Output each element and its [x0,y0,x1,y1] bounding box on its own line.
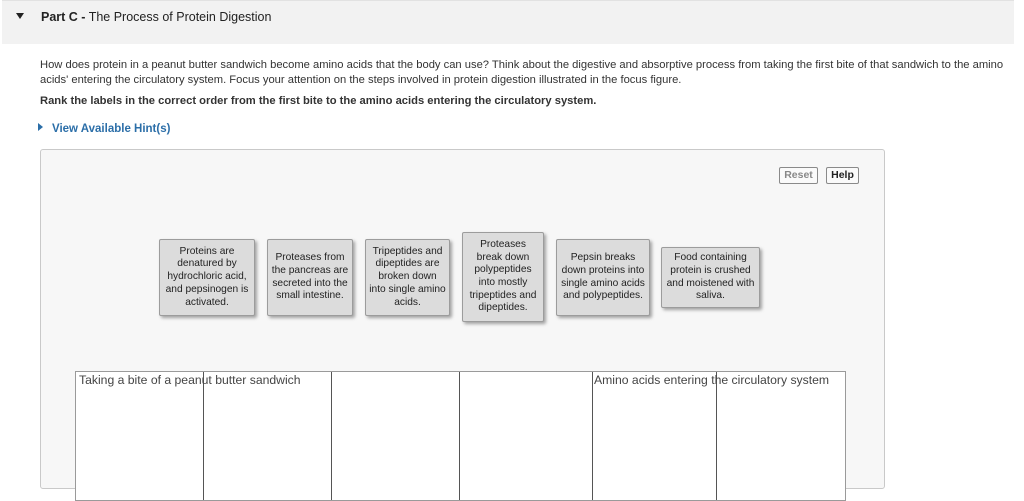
drop-slot-1[interactable] [76,372,203,500]
help-button[interactable]: Help [826,167,859,184]
label-tile-tripeptides[interactable]: Tripeptides and dipeptides are broken down into single amino acids. [365,239,450,316]
slot-divider [716,372,717,500]
slot-divider [331,372,332,500]
label-tile-polypeptides[interactable]: Proteases break down polypeptides into mostly tripeptides and dipeptides. [462,232,544,322]
label-tile-pepsin[interactable]: Pepsin breaks down proteins into single amino acids and polypeptides. [556,239,650,316]
slot-divider [459,372,460,500]
label-tile-denatured[interactable]: Proteins are denatured by hydrochloric acid, and pepsinogen is activated. [159,239,255,316]
part-header[interactable] [2,0,1014,44]
view-hints-link[interactable] [38,123,170,135]
ranking-end-label: Amino acids entering the circulatory system [594,373,830,387]
label-tile-pancreatic-proteases[interactable]: Proteases from the pancreas are secreted into the small intestine. [267,239,353,316]
drop-slot-6[interactable] [716,372,845,500]
drop-slot-4[interactable] [460,372,587,500]
reset-button[interactable]: Reset [779,167,818,184]
part-title: Part C - The Process of Protein Digestion [41,10,272,24]
collapse-caret-icon[interactable] [16,13,24,19]
question-text: How does protein in a peanut butter sandwich become amino acids that the body can use? Think about the digestive and absorptive process from taking the first bite of that sandwich to the amino acids' entering the circulatory system. Focus your attention on the steps involved in protein digestion illustrated in the focus figure. [40,59,1004,86]
instruction-text: Rank the labels in the correct order from the first bite to the amino acids entering the circulatory system. [40,95,597,107]
drop-slot-5[interactable] [588,372,715,500]
slot-divider [592,372,593,500]
ranking-slots [75,371,846,501]
drop-slot-3[interactable] [332,372,459,500]
expand-caret-icon [38,123,43,131]
slot-divider [203,372,204,500]
ranking-start-label: Taking a bite of a peanut butter sandwich [79,373,301,387]
drop-slot-2[interactable] [204,372,331,500]
label-tile-food-saliva[interactable]: Food containing protein is crushed and moistened with saliva. [661,247,760,308]
hints-link-label: View Available Hint(s) [52,123,171,135]
